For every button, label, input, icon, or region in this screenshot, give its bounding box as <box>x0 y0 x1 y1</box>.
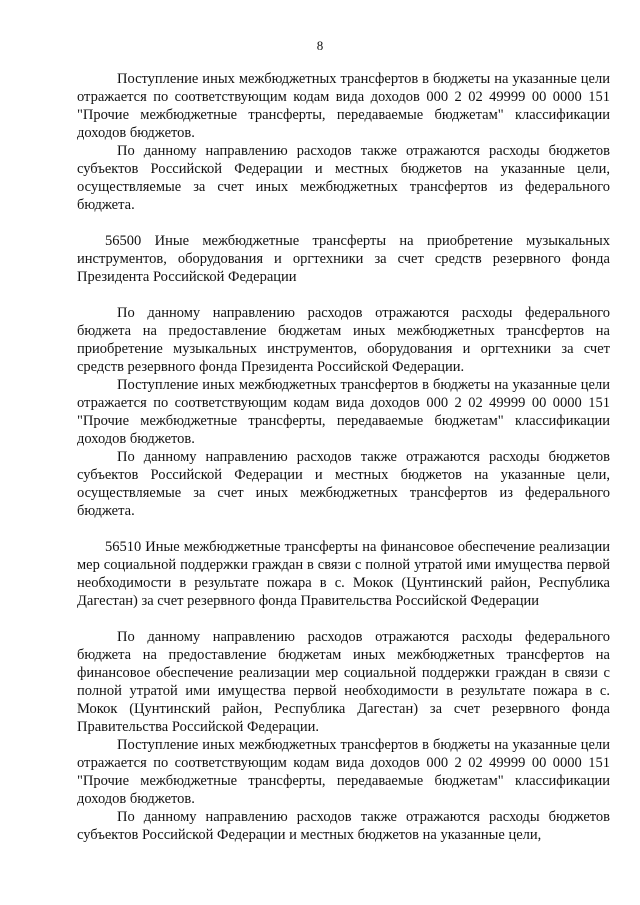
paragraph: По данному направлению расходов отражаются расходы федерального бюджета на предоставление бюджетам иных межбюджетных трансфертов на финансовое обеспечение реализации мер социальной поддержки граждан в связи с полной утратой ими имущества первой необходимости в результате пожара в с. Мокок (Цунтинский район, Республика Дагестан) за счет резервного фонда Правительства Российской Федерации. <box>77 629 610 735</box>
paragraph: Поступление иных межбюджетных трансфертов в бюджеты на указанные цели отражается по соответствующим кодам вида доходов 000 2 02 49999 00 0000 151 "Прочие межбюджетные трансферты, передаваемые бюджетам" классификации доходов бюджетов. <box>77 377 610 447</box>
paragraph: По данному направлению расходов также отражаются расходы бюджетов субъектов Российской Федерации и местных бюджетов на указанные цели, осуществляемые за счет иных межбюджетных трансфертов из федерального бюджета. <box>77 143 610 213</box>
section-heading-56500: 56500 Иные межбюджетные трансферты на приобретение музыкальных инструментов, оборудования и оргтехники за счет средств резервного фонда Президента Российской Федерации <box>77 233 610 285</box>
paragraph: По данному направлению расходов также отражаются расходы бюджетов субъектов Российской Федерации и местных бюджетов на указанные цели, осуществляемые за счет иных межбюджетных трансфертов из федерального бюджета. <box>77 449 610 519</box>
paragraph: По данному направлению расходов также отражаются расходы бюджетов субъектов Российской Федерации и местных бюджетов на указанные цели, <box>77 809 610 843</box>
paragraph: По данному направлению расходов отражаются расходы федерального бюджета на предоставление бюджетам иных межбюджетных трансфертов на приобретение музыкальных инструментов, оборудования и оргтехники за счет средств резервного фонда Президента Российской Федерации. <box>77 305 610 375</box>
paragraph: Поступление иных межбюджетных трансфертов в бюджеты на указанные цели отражается по соответствующим кодам вида доходов 000 2 02 49999 00 0000 151 "Прочие межбюджетные трансферты, передаваемые бюджетам" классификации доходов бюджетов. <box>77 737 610 807</box>
section-heading-56510: 56510 Иные межбюджетные трансферты на финансовое обеспечение реализации мер социальной поддержки граждан в связи с полной утратой ими имущества первой необходимости в результате пожара в с. Мокок (Цунтинский район, Республика Дагестан) за счет резервного фонда Правительства Российской Федерации <box>77 539 610 609</box>
paragraph: Поступление иных межбюджетных трансфертов в бюджеты на указанные цели отражается по соответствующим кодам вида доходов 000 2 02 49999 00 0000 151 "Прочие межбюджетные трансферты, передаваемые бюджетам" классификации доходов бюджетов. <box>77 71 610 141</box>
page-number: 8 <box>316 38 324 53</box>
document-body <box>77 70 610 844</box>
